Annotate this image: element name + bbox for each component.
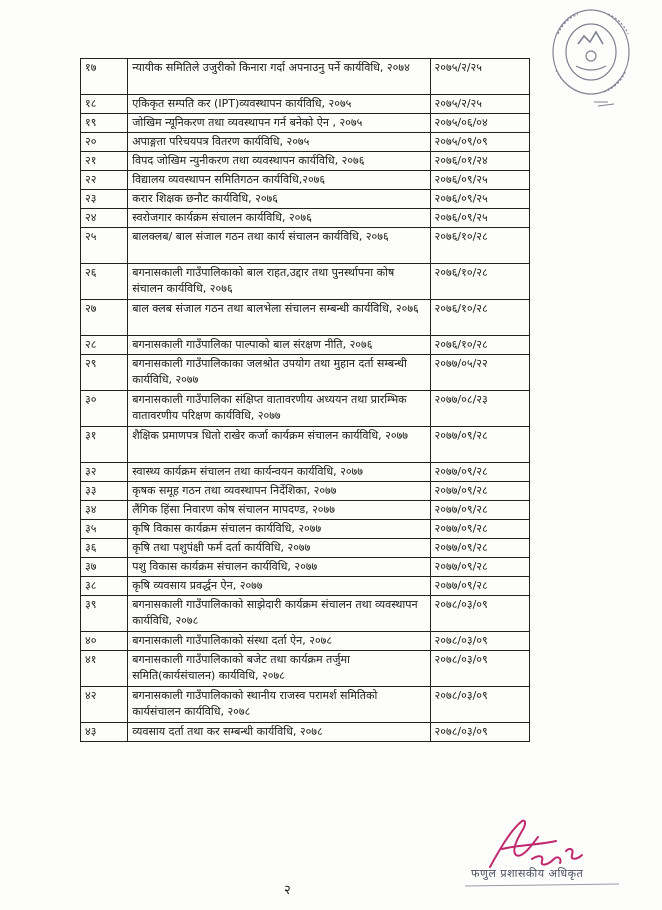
table-row bbox=[81, 501, 530, 520]
rule-title: न्यायीक समितिले उजुरीको किनारा गर्दा अपनाउनु पर्ने कार्यविधि, २०७४ bbox=[128, 59, 430, 95]
rules-table-body bbox=[81, 59, 530, 742]
rule-title: करार शिक्षक छनौट कार्यविधि, २०७६ bbox=[128, 190, 430, 209]
designation-stamp bbox=[463, 860, 623, 890]
table-row bbox=[81, 59, 530, 95]
approval-date: २०७६/१०/२८ bbox=[430, 336, 529, 355]
approval-date: २०७६/१०/२८ bbox=[430, 228, 529, 264]
approval-date: २०७७/०५/२२ bbox=[430, 355, 529, 391]
serial-number: २९ bbox=[81, 355, 128, 391]
rule-title: विपद जोखिम न्युनीकरण तथा व्यवस्थापन कार्यविधि, २०७६ bbox=[128, 152, 430, 171]
rule-title: कृषि विकास कार्यक्रम संचालन कार्यविधि, २०७७ bbox=[128, 520, 430, 539]
approval-date: २०७८/०३/०९ bbox=[430, 596, 529, 632]
serial-number: ४० bbox=[81, 632, 128, 651]
serial-number: ३७ bbox=[81, 558, 128, 577]
table-row bbox=[81, 539, 530, 558]
rule-title: बालक्लब/ बाल संजाल गठन तथा कार्य संचालन कार्यविधि, २०७६ bbox=[128, 228, 430, 264]
table-row bbox=[81, 520, 530, 539]
rule-title: कृषि तथा पशुपंक्षी फर्म दर्ता कार्यविधि, २०७७ bbox=[128, 539, 430, 558]
approval-date: २०७८/०३/०९ bbox=[430, 651, 529, 687]
serial-number: १८ bbox=[81, 95, 128, 114]
approval-date: २०७८/०३/०९ bbox=[430, 687, 529, 723]
page-number: २ bbox=[284, 883, 291, 898]
table-row bbox=[81, 596, 530, 632]
serial-number: ४१ bbox=[81, 651, 128, 687]
table-row bbox=[81, 632, 530, 651]
serial-number: १७ bbox=[81, 59, 128, 95]
approval-date: २०७७/०९/२८ bbox=[430, 482, 529, 501]
serial-number: २७ bbox=[81, 300, 128, 336]
serial-number: २२ bbox=[81, 171, 128, 190]
rule-title: विद्यालय व्यवस्थापन समितिगठन कार्यविधि,२०७६ bbox=[128, 171, 430, 190]
stamp-text: फणुल प्रशासकीय अधिकृत bbox=[471, 867, 584, 880]
table-row bbox=[81, 427, 530, 463]
approval-date: २०७६/०९/२५ bbox=[430, 171, 529, 190]
rule-title: शैक्षिक प्रमाणपत्र धितो राखेर कर्जा कार्यक्रम संचालन कार्यविधि, २०७७ bbox=[128, 427, 430, 463]
table-row bbox=[81, 558, 530, 577]
approval-date: २०७६/१०/२८ bbox=[430, 264, 529, 300]
serial-number: २० bbox=[81, 133, 128, 152]
approval-date: २०७५/०६/०४ bbox=[430, 114, 529, 133]
table-row bbox=[81, 482, 530, 501]
rule-title: बगनासकाली गाउँपालिकाको बजेट तथा कार्यक्रम तर्जुमा समिति(कार्यसंचालन) कार्यविधि, २०७८ bbox=[128, 651, 430, 687]
rule-title: बगनासकाली गाउँपालिकाको बाल राहत,उद्दार तथा पुनर्स्थापना कोष संचालन कार्यविधि, २०७६ bbox=[128, 264, 430, 300]
rule-title: बगनासकाली गाउँपालिकाका जलश्रोत उपयोग तथा मुहान दर्ता सम्बन्धी कार्यविधि, २०७७ bbox=[128, 355, 430, 391]
serial-number: ३९ bbox=[81, 596, 128, 632]
table-row bbox=[81, 391, 530, 427]
rule-title: बगनासकाली गाउँपालिकाको संस्था दर्ता ऐन, २०७८ bbox=[128, 632, 430, 651]
rule-title: व्यवसाय दर्ता तथा कर सम्बन्धी कार्यविधि, २०७८ bbox=[128, 723, 430, 742]
approval-date: २०७६/०९/२५ bbox=[430, 209, 529, 228]
serial-number: ३५ bbox=[81, 520, 128, 539]
serial-number: २८ bbox=[81, 336, 128, 355]
rule-title: बगनासकाली गाउँपालिकाको साझेदारी कार्यक्रम संचालन तथा व्यवस्थापन कार्यविधि, २०७८ bbox=[128, 596, 430, 632]
approval-date: २०७७/०९/२८ bbox=[430, 463, 529, 482]
serial-number: ४२ bbox=[81, 687, 128, 723]
table-row bbox=[81, 687, 530, 723]
table-row bbox=[81, 577, 530, 596]
rule-title: एकिकृत सम्पति कर (IPT)व्यवस्थापन कार्यविधि, २०७५ bbox=[128, 95, 430, 114]
rule-title: बगनासकाली गाउँपालिका पाल्पाको बाल संरक्षण नीति, २०७६ bbox=[128, 336, 430, 355]
table-row bbox=[81, 300, 530, 336]
table-row bbox=[81, 651, 530, 687]
approval-date: २०७७/०९/२८ bbox=[430, 520, 529, 539]
rule-title: अपाङ्गता परिचयपत्र वितरण कार्यविधि, २०७५ bbox=[128, 133, 430, 152]
approval-date: २०७७/०९/२८ bbox=[430, 539, 529, 558]
table-row bbox=[81, 336, 530, 355]
table-row bbox=[81, 228, 530, 264]
serial-number: ४३ bbox=[81, 723, 128, 742]
serial-number: १९ bbox=[81, 114, 128, 133]
serial-number: ३३ bbox=[81, 482, 128, 501]
serial-number: ३२ bbox=[81, 463, 128, 482]
approval-date: २०७८/०३/०९ bbox=[430, 723, 529, 742]
serial-number: ३८ bbox=[81, 577, 128, 596]
approval-date: २०७६/०१/२४ bbox=[430, 152, 529, 171]
table-row bbox=[81, 355, 530, 391]
serial-number: ३६ bbox=[81, 539, 128, 558]
serial-number: ३१ bbox=[81, 427, 128, 463]
table-row bbox=[81, 463, 530, 482]
rule-title: बगनासकाली गाउँपालिकाको स्थानीय राजस्व परामर्श समितिको कार्यसंचालन कार्यविधि, २०७८ bbox=[128, 687, 430, 723]
rule-title: जोखिम न्यूनिकरण तथा व्यवस्थापन गर्न बनेको ऐन , २०७५ bbox=[128, 114, 430, 133]
rule-title: स्वरोजगार कार्यक्रम संचालन कार्यविधि, २०७६ bbox=[128, 209, 430, 228]
approval-date: २०७५/०९/०९ bbox=[430, 133, 529, 152]
approval-date: २०७८/०३/०९ bbox=[430, 632, 529, 651]
table-row bbox=[81, 114, 530, 133]
approval-date: २०७७/०८/२३ bbox=[430, 391, 529, 427]
rule-title: स्वास्थ्य कार्यक्रम संचालन तथा कार्यन्वयन कार्यविधि, २०७७ bbox=[128, 463, 430, 482]
serial-number: ३४ bbox=[81, 501, 128, 520]
table-row bbox=[81, 209, 530, 228]
serial-number: २१ bbox=[81, 152, 128, 171]
approval-date: २०७७/०९/२८ bbox=[430, 427, 529, 463]
table-row bbox=[81, 171, 530, 190]
office-seal-icon bbox=[548, 4, 634, 108]
rule-title: कृषि व्यवसाय प्रवर्द्धन ऐन, २०७७ bbox=[128, 577, 430, 596]
table-row bbox=[81, 152, 530, 171]
table-row bbox=[81, 133, 530, 152]
serial-number: २४ bbox=[81, 209, 128, 228]
rule-title: लैंगिक हिंसा निवारण कोष संचालन मापदण्ड, २०७७ bbox=[128, 501, 430, 520]
table-row bbox=[81, 95, 530, 114]
approval-date: २०७७/०९/२८ bbox=[430, 577, 529, 596]
table-row bbox=[81, 264, 530, 300]
approval-date: २०७७/०९/२८ bbox=[430, 558, 529, 577]
serial-number: २५ bbox=[81, 228, 128, 264]
approval-date: २०७६/१०/२८ bbox=[430, 300, 529, 336]
rule-title: बाल क्लब संजाल गठन तथा बालभेला संचालन सम्बन्धी कार्यविधि, २०७६ bbox=[128, 300, 430, 336]
rules-table bbox=[80, 58, 530, 742]
approval-date: २०७५/२/२५ bbox=[430, 59, 529, 95]
rule-title: कृषक समूह गठन तथा व्यवस्थापन निर्देशिका, २०७७ bbox=[128, 482, 430, 501]
approval-date: २०७६/०९/२५ bbox=[430, 190, 529, 209]
rule-title: बगनासकाली गाउँपालिका संक्षिप्त वातावरणीय अध्ययन तथा प्रारम्भिक वातावरणीय परिक्षण कार्यविधि, २०७७ bbox=[128, 391, 430, 427]
approval-date: २०७७/०९/२८ bbox=[430, 501, 529, 520]
approval-date: २०७५/२/२५ bbox=[430, 95, 529, 114]
serial-number: २३ bbox=[81, 190, 128, 209]
rule-title: पशु विकास कार्यक्रम संचालन कार्यविधि, २०७७ bbox=[128, 558, 430, 577]
serial-number: ३० bbox=[81, 391, 128, 427]
table-row bbox=[81, 190, 530, 209]
serial-number: २६ bbox=[81, 264, 128, 300]
table-row bbox=[81, 723, 530, 742]
